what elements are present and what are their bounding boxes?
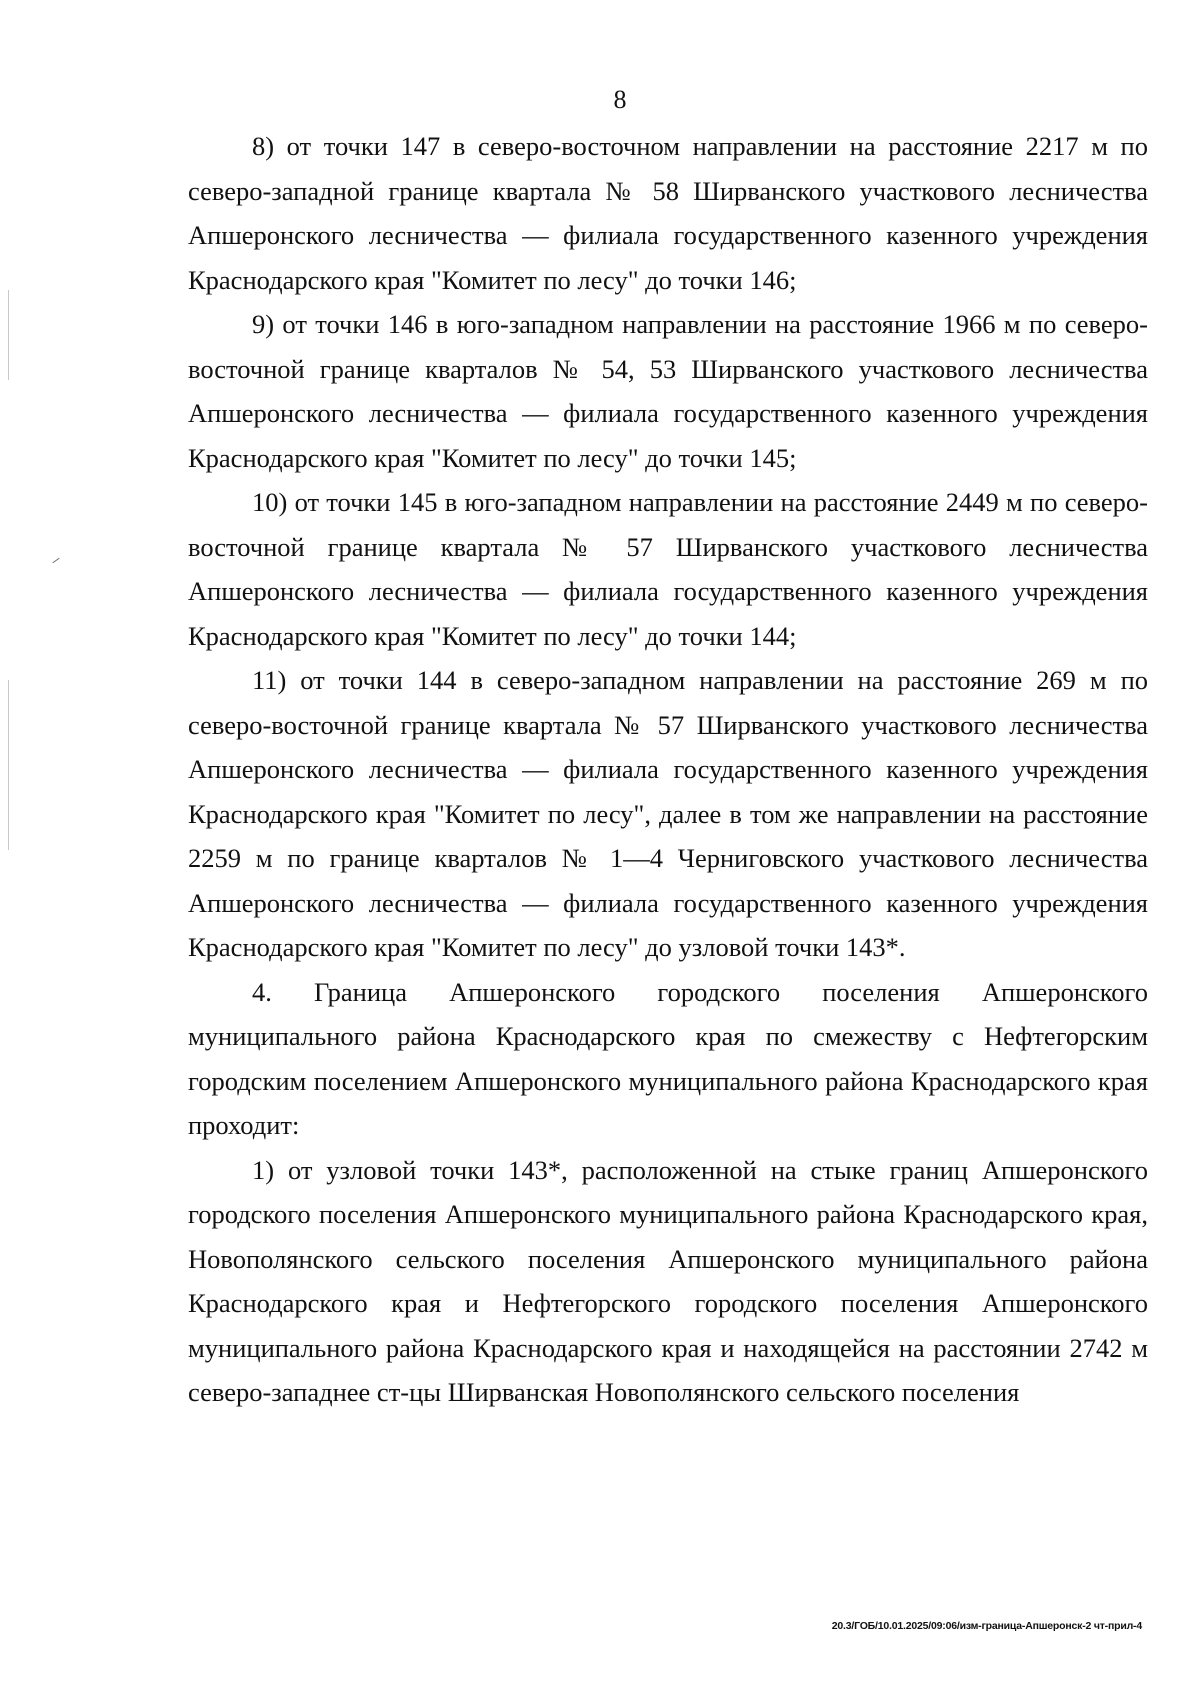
paragraph: 9) от точки 146 в юго-западном направлении на расстояние 1966 м по северо-восточной границе кварталов № 54, 53 Ширванского участкового лесничества Апшеронского лесничества — филиала государственного казенного учреждения Краснодарского края "Комитет по лесу" до точки 145; [188,309,1148,473]
scan-edge-mark [8,290,9,380]
scan-edge-mark [8,680,9,850]
paragraph: 11) от точки 144 в северо-западном направлении на расстояние 269 м по северо-восточной границе квартала № 57 Ширванского участкового лесничества Апшеронского лесничества — филиала государственного казенного учреждения Краснодарского края "Комитет по лесу", далее в том же направлении на расстояние 2259 м по границе кварталов № 1—4 Черниговского участкового лесничества Апшеронского лесничества — филиала государственного казенного учреждения Краснодарского края "Комитет по лесу" до узловой точки 143*. [188,665,1148,962]
paragraph: 1) от узловой точки 143*, расположенной на стыке границ Апшеронского городского поселения Апшеронского муниципального района Краснодарского края, Новополянского сельского поселения Апшеронского муниципального района Краснодарского края и Нефтегорского городского поселения Апшеронского муниципального района Краснодарского края и находящейся на расстоянии 2742 м северо-западнее ст-цы Ширванская Новополянского сельского поселения [188,1154,1148,1407]
document-footer-code: 20.3/ГОБ/10.01.2025/09:06/изм-граница-Апшеронск-2 чт-прил-4 [831,1620,1142,1632]
page-number: 8 [613,85,627,114]
paragraph: 10) от точки 145 в юго-западном направлении на расстояние 2449 м по северо-восточной границе квартала № 57 Ширванского участкового лесничества Апшеронского лесничества — филиала государственного казенного учреждения Краснодарского края "Комитет по лесу" до точки 144; [188,487,1148,651]
paragraph: 8) от точки 147 в северо-восточном направлении на расстояние 2217 м по северо-западной границе квартала № 58 Ширванского участкового лесничества Апшеронского лесничества — филиала государственного казенного учреждения Краснодарского края "Комитет по лесу" до точки 146; [188,131,1148,295]
document-body [188,124,1148,1415]
paragraph: 4. Граница Апшеронского городского поселения Апшеронского муниципального района Краснодарского края по смежеству с Нефтегорским городским поселением Апшеронского муниципального района Краснодарского края проходит: [188,976,1148,1140]
scan-artifact-mark [52,558,59,563]
